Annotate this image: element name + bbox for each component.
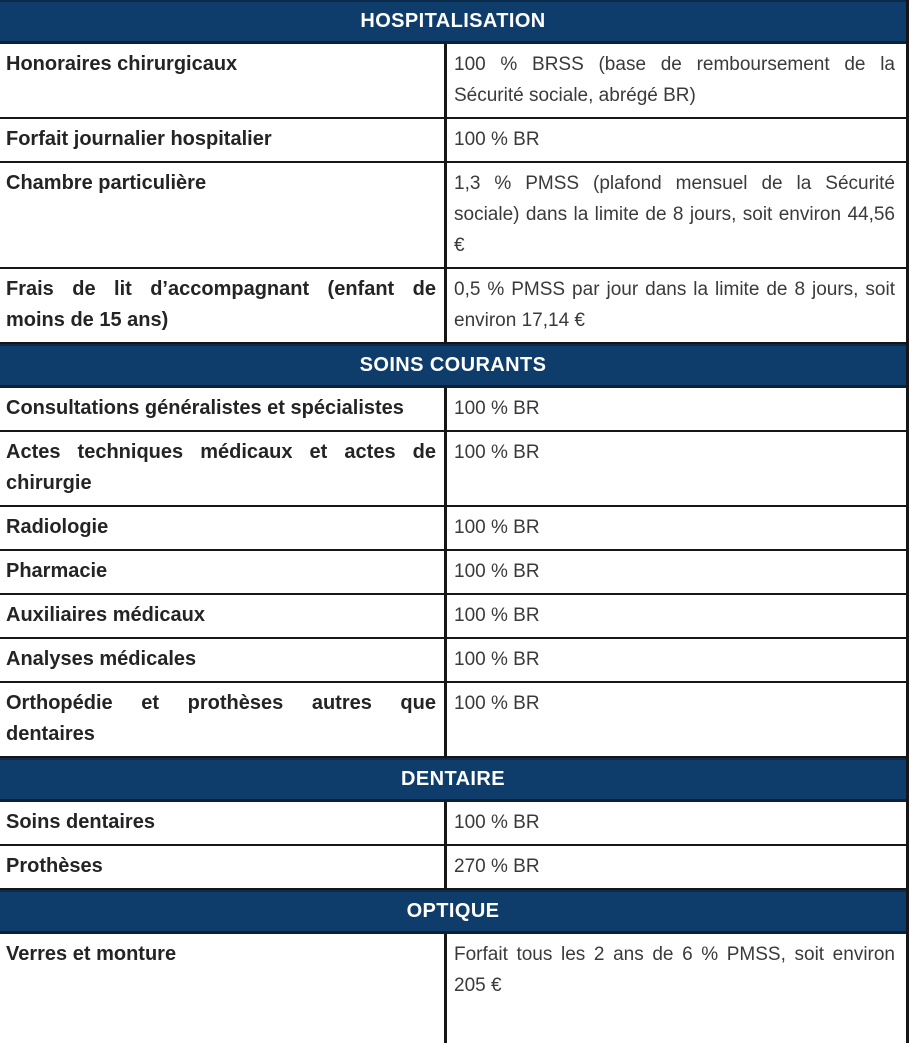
- row-value: 100 % BRSS (base de remboursement de la Sécurité sociale, abrégé BR): [454, 54, 895, 106]
- row-value: 100 % BR: [454, 605, 540, 626]
- table-row: [0, 119, 906, 163]
- table-row: [0, 846, 906, 890]
- table-row: [0, 639, 906, 683]
- section-title: HOSPITALISATION: [360, 10, 546, 32]
- row-value: 100 % BR: [454, 442, 540, 463]
- row-value: 100 % BR: [454, 129, 540, 150]
- table-row: [0, 269, 906, 344]
- row-value: 100 % BR: [454, 398, 540, 419]
- table-row: [0, 934, 906, 1043]
- row-label: Pharmacie: [0, 551, 447, 593]
- section-header-soins-courants: [0, 344, 906, 388]
- row-label: Frais de lit d’accompagnant (enfant de moins de 15 ans): [0, 269, 447, 342]
- row-label: Auxiliaires médicaux: [0, 595, 447, 637]
- row-label: Honoraires chirurgicaux: [0, 44, 447, 117]
- table-row: [0, 683, 906, 758]
- row-value: 100 % BR: [454, 517, 540, 538]
- row-label: Actes techniques médicaux et actes de chirurgie: [0, 432, 447, 505]
- table-row: [0, 44, 906, 119]
- row-value: 100 % BR: [454, 649, 540, 670]
- section-header-dentaire: [0, 758, 906, 802]
- row-label: Radiologie: [0, 507, 447, 549]
- section-title: OPTIQUE: [406, 900, 500, 922]
- section-header-optique: [0, 890, 906, 934]
- row-value: Forfait tous les 2 ans de 6 % PMSS, soit environ 205 €: [454, 944, 895, 996]
- table-row: [0, 163, 906, 269]
- row-label: Chambre particulière: [0, 163, 447, 267]
- row-value: 100 % BR: [454, 693, 540, 714]
- row-value: 100 % BR: [454, 561, 540, 582]
- row-label: Consultations généralistes et spécialistes: [0, 388, 447, 430]
- row-label: Orthopédie et prothèses autres que dentaires: [0, 683, 447, 756]
- row-value: 270 % BR: [454, 856, 540, 877]
- row-label: Analyses médicales: [0, 639, 447, 681]
- table-row: [0, 802, 906, 846]
- section-header-hospitalisation: [0, 0, 906, 44]
- row-label: Verres et monture: [0, 934, 447, 1043]
- row-value: 0,5 % PMSS par jour dans la limite de 8 jours, soit environ 17,14 €: [454, 279, 895, 331]
- table-row: [0, 595, 906, 639]
- row-label: Prothèses: [0, 846, 447, 888]
- row-value: 100 % BR: [454, 812, 540, 833]
- section-title: SOINS COURANTS: [359, 354, 547, 376]
- table-row: [0, 507, 906, 551]
- row-label: Forfait journalier hospitalier: [0, 119, 447, 161]
- table-row: [0, 388, 906, 432]
- table-row: [0, 432, 906, 507]
- row-value: 1,3 % PMSS (plafond mensuel de la Sécurité sociale) dans la limite de 8 jours, soit environ 44,56 €: [454, 173, 895, 256]
- table-row: [0, 551, 906, 595]
- row-label: Soins dentaires: [0, 802, 447, 844]
- section-title: DENTAIRE: [401, 768, 505, 790]
